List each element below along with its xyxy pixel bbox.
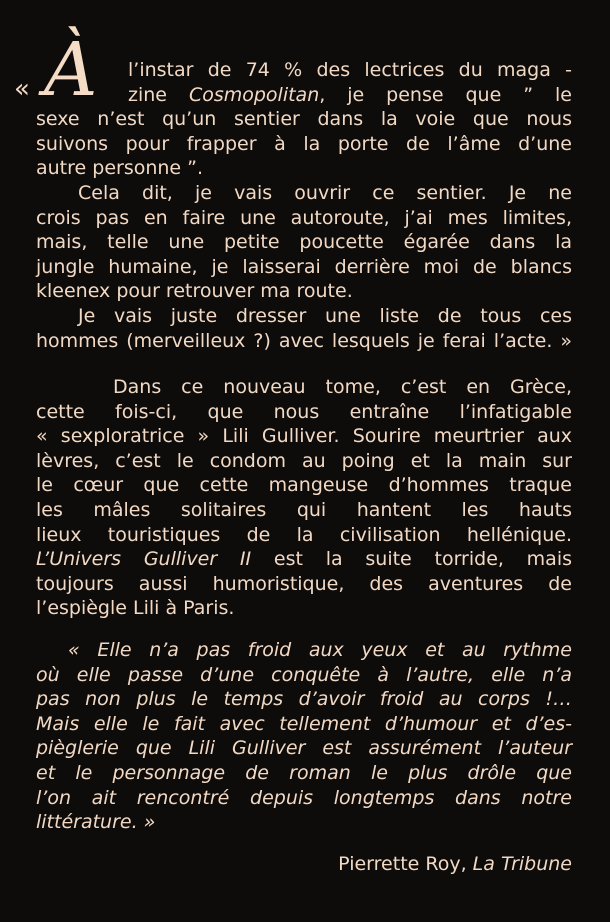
review-signature [338,852,572,876]
body-line: toujours aussi humoristique, des aventures de [36,572,572,595]
opening-quote-mark: « [14,74,30,104]
press-review [36,638,572,835]
body-line: les mâles solitaires qui hantent les hauts [36,498,572,521]
intro-line: sexe n’est qu’un sentier dans la voie que nous [36,108,572,131]
body-line: L’Univers Gulliver II est la suite torride, mais [36,548,573,571]
body-line: lieux touristiques de la civilisation hellénique. [36,523,572,546]
review-line: Mais elle le fait avec tellement d’humour et d’es- [36,712,572,735]
intro-line: Cela dit, je vais ouvrir ce sentier. Je ne [78,181,572,204]
review-author: Pierrette Roy, [338,853,473,875]
review-line: pièglerie que Lili Gulliver est assurément l’auteur [36,737,572,760]
body-line: Dans ce nouveau tome, c’est en Grèce, [113,376,572,398]
review-line: où elle passe d’une conquête à l’autre, elle n’a [36,663,572,686]
review-line: et le personnage de roman le plus drôle que [36,761,572,784]
body-paragraph [36,375,572,621]
review-source: La Tribune [472,853,572,875]
body-line: lèvres, c’est le condom au poing et la main sur [36,449,572,472]
intro-line: zine Cosmopolitan, je pense que ” le [128,83,572,106]
body-line: cette fois-ci, que nous entraîne l’infatigable [36,400,572,423]
body-line: le cœur que cette mangeuse d’hommes traque [36,474,572,497]
review-line: pas non plus le temps d’avoir froid au corps !… [36,688,572,711]
body-line: l’espiègle Lili à Paris. [36,597,235,620]
review-line: l’on ait rencontré depuis longtemps dans notre [36,786,572,809]
intro-line: jungle humaine, je laisserai derrière moi de blancs [36,255,572,278]
intro-line: autre personne ”. [36,157,204,180]
review-line: « Elle n’a pas froid aux yeux et au rythme [68,639,572,661]
body-line: « sexploratrice » Lili Gulliver. Sourire meurtrier aux [36,425,572,448]
book-title: L’Univers Gulliver II [36,548,252,571]
intro-quote [36,58,572,353]
intro-line: kleenex pour retrouver ma route. [36,280,353,303]
intro-line: hommes (merveilleux ?) avec lesquels je ferai l’acte. » [36,329,572,352]
intro-line: Je vais juste dresser une liste de tous ces [78,304,572,327]
intro-line: mais, telle une petite poucette égarée dans la [36,231,572,254]
intro-line: l’instar de 74 % des lectrices du maga - [128,59,572,81]
drop-cap: À [44,27,98,113]
intro-line: suivons pour frapper à la porte de l’âme d’une [36,132,572,155]
review-line: littérature. » [36,811,156,834]
intro-line: crois pas en faire une autoroute, j’ai mes limites, [36,206,572,229]
